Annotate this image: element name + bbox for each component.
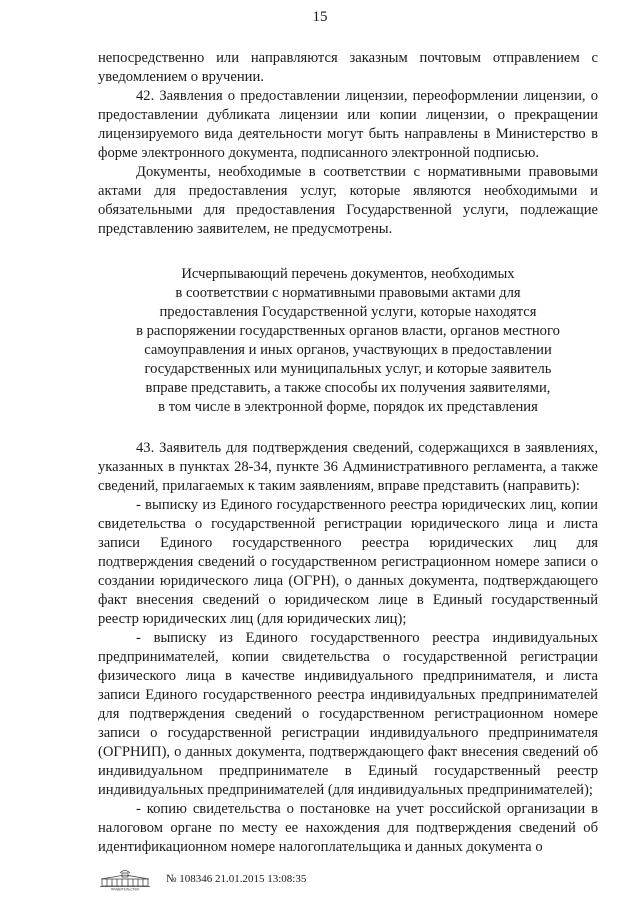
section-heading — [98, 265, 598, 417]
heading-line: в распоряжении государственных органов власти, органов местного — [136, 323, 560, 339]
heading-line: Исчерпывающий перечень документов, необходимых — [181, 266, 515, 282]
list-item-individual-entrepreneurs: - выписку из Единого государственного реестра индивидуальных предпринимателей, копии свидетельства о государственной регистрации физического лица в качестве индивидуального предпринимателя, и листа записи Единого государственного реестра индивидуальных предпринимателей для подтверждения сведений о государственном регистрационном номере записи о государственной регистрации индивидуального предпринимателя (ОГРНИП), о данных документа, подтверждающего факт внесения сведений об индивидуальном предпринимателе в Единый государственный реестр индивидуальных предпринимателей (для индивидуальных предпринимателей); — [98, 630, 598, 798]
registration-stamp: № 108346 21.01.2015 13:08:35 — [166, 873, 307, 885]
heading-line: в том числе в электронной форме, порядок их представления — [158, 399, 538, 415]
heading-line: государственных или муниципальных услуг, и которые заявитель — [144, 361, 552, 377]
document-footer — [98, 867, 306, 891]
page-number: 15 — [312, 9, 328, 25]
heading-line: в соответствии с нормативными правовыми актами для — [175, 285, 521, 301]
paragraph-42: 42. Заявления о предоставлении лицензии, переоформлении лицензии, о предоставлении дубликата лицензии или копии лицензии, о прекращении лицензируемого вида деятельности могут быть направлены в Министерство в форме электронного документа, подписанного электронной подписью. — [98, 88, 598, 161]
paragraph-43: 43. Заявитель для подтверждения сведений, содержащихся в заявлениях, указанных в пунктах 28-34, пункте 36 Административного регламента, а также сведений, прилагаемых к таким заявлениям, вправе представить (направить): — [98, 440, 598, 494]
list-item-tax-registration: - копию свидетельства о постановке на учет российской организации в налоговом органе по месту ее нахождения для подтверждения сведений об идентификационном номере налогоплательщика и данных документа о — [98, 801, 598, 855]
logo-caption: ПРАВИТЕЛЬСТВО — [110, 887, 140, 891]
document-body — [98, 49, 598, 857]
government-building-logo — [98, 867, 152, 891]
heading-line: предоставления Государственной услуги, которые находятся — [159, 304, 537, 320]
paragraph-documents-not-required: Документы, необходимые в соответствии с нормативными правовыми актами для предоставления услуг, которые являются необходимыми и обязательными для предоставления Государственной услуги, подлежащие представлению заявителем, не предусмотрены. — [98, 164, 598, 237]
list-item-legal-entities: - выписку из Единого государственного реестра юридических лиц, копии свидетельства о государственной регистрации юридического лица и листа записи Единого государственного реестра юридических лиц для подтверждения сведений о государственном регистрационном номере записи о создании юридического лица (ОГРН), о данных документа, подтверждающего факт внесения сведений о юридическом лице в Единый государственный реестр юридических лиц (для юридических лиц); — [98, 497, 598, 627]
paragraph-continuation: непосредственно или направляются заказным почтовым отправлением с уведомлением о вручении. — [98, 50, 598, 85]
heading-line: вправе представить, а также способы их получения заявителями, — [145, 380, 551, 396]
heading-line: самоуправления и иных органов, участвующих в предоставлении — [144, 342, 552, 358]
